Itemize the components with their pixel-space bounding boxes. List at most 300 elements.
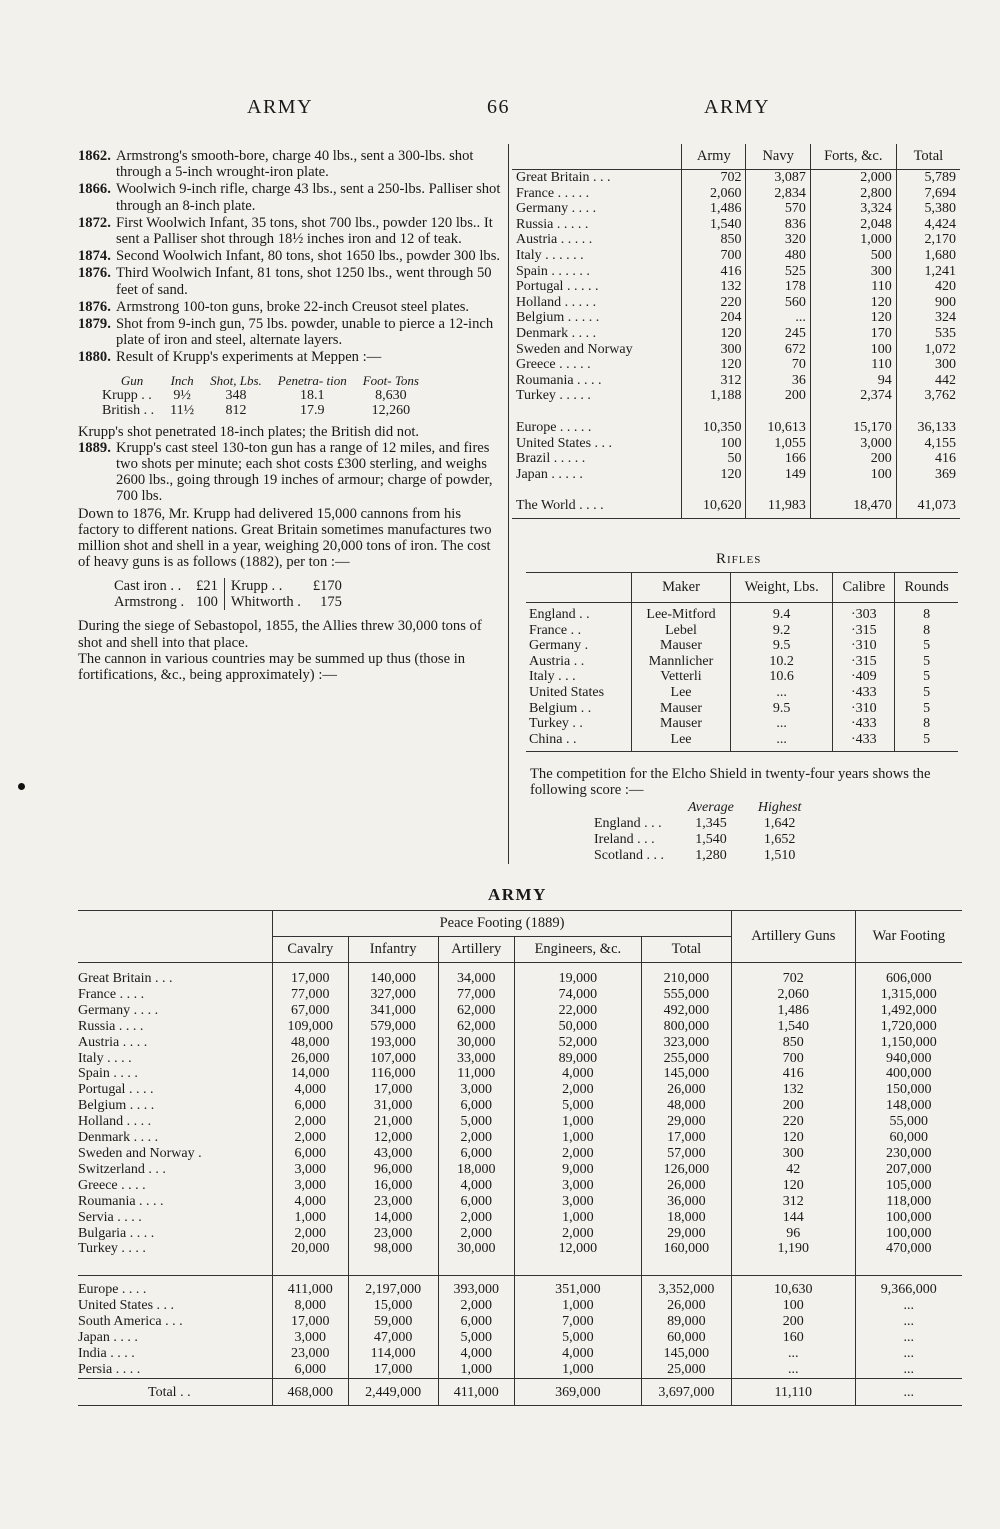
table-row [512, 201, 960, 217]
table-cell: 17,000 [641, 1130, 731, 1146]
table-cell: 200 [746, 388, 810, 404]
chronology-entry [78, 316, 503, 348]
table-cell: 3,000 [514, 1178, 641, 1194]
table-cell: 312 [731, 1194, 855, 1210]
table-cell: 5 [895, 669, 958, 685]
entry-year: 1889. [78, 439, 111, 456]
table-cell: 416 [896, 451, 960, 467]
table-cell: 6,000 [438, 1194, 514, 1210]
table-cell: 105,000 [855, 1178, 962, 1194]
table-cell: 606,000 [855, 971, 962, 987]
table-cell: 114,000 [348, 1346, 438, 1362]
col-header: Artillery [438, 937, 514, 963]
table-cell: 36,133 [896, 420, 960, 436]
table-row [78, 1146, 962, 1162]
table-cell: 100 [810, 467, 896, 483]
row-label: Switzerland . . . [78, 1161, 166, 1177]
row-label: Italy . . . . . . [516, 247, 584, 263]
table-cell: 8,000 [273, 1298, 349, 1314]
table-cell: 672 [746, 342, 810, 358]
table-row [526, 685, 958, 701]
table-cell: 4,155 [896, 436, 960, 452]
table-row [512, 264, 960, 280]
row-label: Turkey . . . . . [516, 388, 591, 404]
table-cell: 3,324 [810, 201, 896, 217]
table-cell: 1,652 [763, 832, 796, 847]
row-label: India . . . . [78, 1345, 135, 1361]
table-cell: ·303 [833, 603, 895, 623]
table-cell: 23,000 [273, 1346, 349, 1362]
spacer-cell [855, 1257, 962, 1276]
spacer-cell [682, 404, 746, 420]
table-cell: 1,055 [746, 436, 810, 452]
entry-text: Woolwich 9-inch rifle, charge 43 lbs., sent a 250-lbs. Palliser shot through an 8-inch plate. [116, 181, 501, 214]
table-cell: 2,060 [731, 987, 855, 1003]
table-cell: 149 [746, 467, 810, 483]
table-cell: 175 [320, 594, 342, 611]
table-cell: 2,170 [896, 232, 960, 248]
row-label: Roumania . . . . [78, 1193, 164, 1209]
table-cell: 850 [682, 232, 746, 248]
table-cell: ... [855, 1314, 962, 1330]
col-header: Infantry [348, 937, 438, 963]
spacer-cell [731, 963, 855, 972]
col-header: Total [896, 144, 960, 170]
table-cell: 2,374 [810, 388, 896, 404]
row-label: France . . . . [78, 986, 145, 1002]
elcho-table [594, 800, 813, 864]
table-cell: 1,540 [695, 832, 727, 847]
meppen-header: Penetra- tion [277, 372, 347, 388]
table-cell: 8 [895, 716, 958, 732]
spacer-cell [78, 1257, 273, 1276]
table-cell: 3,762 [896, 388, 960, 404]
table-cell: Armstrong . [114, 594, 185, 611]
table-cell: 5 [895, 701, 958, 717]
table-row [512, 279, 960, 295]
table-cell: 62,000 [438, 1003, 514, 1019]
table-cell: 416 [682, 264, 746, 280]
spacer-row [512, 482, 960, 498]
table-row [78, 1298, 962, 1314]
row-label: Austria . . [529, 653, 585, 669]
table-cell: 10,630 [731, 1282, 855, 1298]
spacer-cell [438, 1257, 514, 1276]
table-cell: 200 [731, 1314, 855, 1330]
table-cell: 12,000 [348, 1130, 438, 1146]
table-row [78, 1282, 962, 1298]
table-cell: 10,620 [682, 498, 746, 518]
spacer-cell [438, 963, 514, 972]
entry-year: 1880. [78, 349, 111, 366]
table-cell: 2,000 [273, 1114, 349, 1130]
table-cell: 836 [746, 217, 810, 233]
row-label: Japan . . . . [78, 1330, 138, 1346]
table-cell: 3,000 [273, 1162, 349, 1178]
table-row [78, 1051, 962, 1067]
table-cell: 11½ [170, 402, 195, 418]
meppen-header: Shot, Lbs. [210, 372, 262, 388]
table-cell: 255,000 [641, 1051, 731, 1067]
table-cell: ... [730, 732, 833, 752]
spacer-cell [810, 404, 896, 420]
spacer-cell [896, 404, 960, 420]
table-cell: 109,000 [273, 1019, 349, 1035]
table-cell: ... [855, 1362, 962, 1378]
table-row [526, 716, 958, 732]
sebastopol-paragraph: During the siege of Sebastopol, 1855, the Allies threw 30,000 tons of shot and shell into that place. [78, 618, 482, 651]
table-row [78, 1346, 962, 1362]
spacer-cell [514, 963, 641, 972]
spacer-cell [746, 482, 810, 498]
table-cell: 1,540 [682, 217, 746, 233]
row-label: United States . . . [516, 435, 613, 451]
blank-header [78, 911, 273, 963]
meppen-header: Foot- Tons [362, 372, 419, 388]
table-cell: 15,170 [810, 420, 896, 436]
col-header: Artillery Guns [731, 911, 855, 963]
col-header: Maker [632, 573, 731, 603]
table-row [512, 420, 960, 436]
table-cell: 9½ [173, 387, 191, 403]
page-number: 66 [487, 96, 510, 118]
table-cell: 26,000 [641, 1298, 731, 1314]
table-cell: ·409 [833, 669, 895, 685]
table-row [594, 848, 813, 864]
entry-year: 1874. [78, 248, 111, 265]
table-cell: 1,315,000 [855, 987, 962, 1003]
spacer-cell [641, 963, 731, 972]
table-cell: 5,000 [438, 1114, 514, 1130]
table-cell: 200 [731, 1098, 855, 1114]
table-cell: 17,000 [348, 1362, 438, 1378]
table-cell: 442 [896, 373, 960, 389]
entry-year: 1866. [78, 181, 111, 198]
table-cell: 5,000 [438, 1330, 514, 1346]
col-header: Average [688, 800, 734, 815]
table-cell: 18,000 [438, 1162, 514, 1178]
blank-header [526, 573, 632, 603]
spacer-cell [855, 963, 962, 972]
table-row [526, 732, 958, 752]
row-label: Roumania . . . . [516, 372, 602, 388]
col-header: Forts, &c. [810, 144, 896, 170]
table-cell: 178 [746, 279, 810, 295]
table-cell: 5,380 [896, 201, 960, 217]
table-cell: 2,800 [810, 186, 896, 202]
table-cell: 6,000 [438, 1098, 514, 1114]
row-label: Turkey . . . . [78, 1241, 146, 1257]
table-cell: 940,000 [855, 1051, 962, 1067]
row-label: Italy . . . [529, 669, 576, 685]
row-label: The World . . . . [512, 498, 682, 518]
table-cell: 220 [731, 1114, 855, 1130]
table-cell: 132 [731, 1082, 855, 1098]
table-cell: ·310 [833, 638, 895, 654]
table-cell: 560 [746, 295, 810, 311]
spacer-cell [641, 1257, 731, 1276]
table-cell: 7,000 [514, 1314, 641, 1330]
table-cell: 9.5 [730, 638, 833, 654]
table-cell: 1,000 [514, 1130, 641, 1146]
table-cell: 369,000 [514, 1378, 641, 1405]
table-cell: ·315 [833, 654, 895, 670]
peace-footing-header: Peace Footing (1889) [273, 911, 732, 937]
row-label: Greece . . . . [78, 1177, 146, 1193]
table-cell: 50,000 [514, 1019, 641, 1035]
table-cell: 2,000 [810, 170, 896, 186]
table-cell: ·433 [833, 732, 895, 752]
table-cell: 150,000 [855, 1082, 962, 1098]
table-cell: 204 [682, 310, 746, 326]
meppen-header: Gun [120, 372, 144, 388]
chronology-entry [78, 440, 503, 505]
table-cell: 120 [731, 1130, 855, 1146]
table-cell: 400,000 [855, 1066, 962, 1082]
row-label: Belgium . . . . . [516, 310, 600, 326]
row-label: United States . . . [78, 1298, 175, 1314]
table-cell: 17,000 [273, 971, 349, 987]
table-cell: 120 [731, 1178, 855, 1194]
entry-year: 1876. [78, 265, 111, 282]
table-cell: 8 [895, 623, 958, 639]
table-cell: 6,000 [438, 1146, 514, 1162]
table-cell: 67,000 [273, 1003, 349, 1019]
table-cell: £21 [196, 578, 218, 595]
col-header: Total [641, 937, 731, 963]
table-cell: 3,000 [438, 1082, 514, 1098]
table-row [526, 638, 958, 654]
table-cell: Mauser [632, 638, 731, 654]
table-cell: 100 [731, 1298, 855, 1314]
table-cell: 118,000 [855, 1194, 962, 1210]
table-cell: ... [855, 1378, 962, 1405]
row-label: Germany . . . . [78, 1002, 159, 1018]
table-cell: 140,000 [348, 971, 438, 987]
table-cell: 230,000 [855, 1146, 962, 1162]
table-cell: 33,000 [438, 1051, 514, 1067]
table-cell: Lee [632, 732, 731, 752]
table-cell: 1,000 [438, 1362, 514, 1378]
rifles-title: Rifles [716, 551, 762, 567]
table-row [526, 654, 958, 670]
table-cell: 100,000 [855, 1210, 962, 1226]
table-row [78, 1066, 962, 1082]
table-row [78, 987, 962, 1003]
table-cell: 555,000 [641, 987, 731, 1003]
table-cell: 60,000 [641, 1330, 731, 1346]
table-row [78, 1362, 962, 1378]
table-cell: 47,000 [348, 1330, 438, 1346]
table-cell: 480 [746, 248, 810, 264]
table-row [512, 467, 960, 483]
table-cell: 1,486 [682, 201, 746, 217]
table-cell: 5 [895, 732, 958, 752]
table-cell: 1,188 [682, 388, 746, 404]
table-cell: 3,000 [810, 436, 896, 452]
gun-cost-table [108, 578, 348, 610]
table-cell: 323,000 [641, 1035, 731, 1051]
table-cell: 18,000 [641, 1210, 731, 1226]
table-row [78, 1178, 962, 1194]
row-label: China . . [526, 732, 632, 752]
table-cell: ... [855, 1330, 962, 1346]
entry-year: 1876. [78, 298, 111, 315]
table-cell: 2,060 [682, 186, 746, 202]
table-cell: 42 [731, 1162, 855, 1178]
table-cell: 11,110 [731, 1378, 855, 1405]
table-cell: 34,000 [438, 971, 514, 987]
entry-text: Krupp's cast steel 130-ton gun has a range of 12 miles, and fires two shots per minute; each shot costs £300 sterling, and weighs 2600 lbs., going through 19 inches of armour; charge of powder, 700 lbs. [116, 439, 493, 505]
table-cell: 52,000 [514, 1035, 641, 1051]
entry-text: Result of Krupp's experiments at Meppen :— [116, 349, 382, 366]
table-cell: 2,000 [438, 1130, 514, 1146]
table-cell: 21,000 [348, 1114, 438, 1130]
table-cell: 312 [682, 373, 746, 389]
table-cell: 1,190 [731, 1241, 855, 1257]
krupp-paragraph: Down to 1876, Mr. Krupp had delivered 15,000 cannons from his factory to different nations. Great Britain sometimes manufactures two million shot and shell in a year, weighing 20,000 tons of iron. The cost of heavy guns is as follows (1882), per ton :— [78, 505, 492, 571]
table-row [512, 342, 960, 358]
table-cell: 300 [896, 357, 960, 373]
col-header: Weight, Lbs. [730, 573, 833, 603]
col-header: Rounds [895, 573, 958, 603]
table-cell: 812 [225, 402, 247, 418]
table-cell: 166 [746, 451, 810, 467]
row-label: Italy . . . . [78, 1050, 132, 1066]
chronology-entry [78, 248, 503, 264]
row-label: Spain . . . . . . [516, 263, 590, 279]
table-cell: 15,000 [348, 1298, 438, 1314]
table-cell: 120 [682, 326, 746, 342]
col-header: Highest [757, 800, 802, 815]
table-cell: 492,000 [641, 1003, 731, 1019]
chronology-entry [78, 349, 503, 365]
table-cell: Vetterli [632, 669, 731, 685]
table-cell: 25,000 [641, 1362, 731, 1378]
table-row [594, 816, 813, 832]
row-label: Holland . . . . [78, 1114, 152, 1130]
table-cell: 10,613 [746, 420, 810, 436]
table-cell: 120 [682, 357, 746, 373]
row-label: Sweden and Norway [516, 341, 633, 357]
table-cell: 1,680 [896, 248, 960, 264]
row-label: Brazil . . . . . [516, 451, 586, 467]
table-cell: ·315 [833, 623, 895, 639]
table-row [512, 170, 960, 186]
rifles-table [526, 572, 958, 752]
table-cell: 3,000 [273, 1178, 349, 1194]
spacer-row [78, 1257, 962, 1276]
table-cell: 74,000 [514, 987, 641, 1003]
table-cell: 8 [895, 603, 958, 623]
table-cell: 100 [810, 342, 896, 358]
table-cell: 200 [810, 451, 896, 467]
table-cell: 120 [810, 310, 896, 326]
table-cell: 351,000 [514, 1282, 641, 1298]
table-row [526, 623, 958, 639]
table-cell: 4,000 [273, 1082, 349, 1098]
table-cell: 7,694 [896, 186, 960, 202]
col-header: Engineers, &c. [514, 937, 641, 963]
chronology-entry [78, 181, 503, 213]
spacer-cell [348, 963, 438, 972]
row-label: France . . [529, 622, 582, 638]
cannon-table [512, 144, 960, 519]
table-cell: 4,000 [438, 1178, 514, 1194]
table-cell: 1,345 [695, 816, 727, 831]
elcho-section [530, 766, 960, 864]
row-label: Germany . . . . [516, 201, 597, 217]
table-cell: 193,000 [348, 1035, 438, 1051]
table-row [78, 1194, 962, 1210]
table-cell: 29,000 [641, 1114, 731, 1130]
table-cell: 126,000 [641, 1162, 731, 1178]
chronology-entry [78, 148, 503, 180]
table-cell: 48,000 [273, 1035, 349, 1051]
chronology-entry [78, 215, 503, 247]
table-cell: 2,197,000 [348, 1282, 438, 1298]
table-cell: 700 [731, 1051, 855, 1067]
army-table [78, 910, 962, 1406]
table-cell: ... [855, 1298, 962, 1314]
row-label: Ireland . . . [594, 832, 655, 847]
table-cell: 300 [810, 264, 896, 280]
table-cell: Whitworth . [224, 594, 307, 610]
table-cell: 11,000 [438, 1066, 514, 1082]
table-cell: 5,789 [896, 170, 960, 186]
table-row [78, 1314, 962, 1330]
table-cell: ... [730, 685, 833, 701]
table-cell: 3,000 [273, 1330, 349, 1346]
table-cell: 210,000 [641, 971, 731, 987]
table-cell: 220 [682, 295, 746, 311]
table-cell: 26,000 [273, 1051, 349, 1067]
table-cell: 145,000 [641, 1066, 731, 1082]
table-cell: ... [731, 1362, 855, 1378]
table-row [512, 436, 960, 452]
table-cell: 2,000 [514, 1082, 641, 1098]
table-cell: 23,000 [348, 1226, 438, 1242]
table-cell: 20,000 [273, 1241, 349, 1257]
table-cell: 9.5 [730, 701, 833, 717]
row-label: Denmark . . . . [516, 325, 597, 341]
table-cell: 3,352,000 [641, 1282, 731, 1298]
table-cell: ·433 [833, 685, 895, 701]
table-cell: 393,000 [438, 1282, 514, 1298]
table-cell: 59,000 [348, 1314, 438, 1330]
table-row [102, 388, 427, 403]
table-cell: 800,000 [641, 1019, 731, 1035]
row-label: Belgium . . [529, 700, 592, 716]
row-label: Denmark . . . . [78, 1130, 159, 1146]
table-row [78, 1162, 962, 1178]
table-cell: 18.1 [300, 387, 325, 403]
table-row [512, 326, 960, 342]
table-cell: Krupp . . [102, 387, 152, 403]
table-cell: 89,000 [514, 1051, 641, 1067]
row-label: Austria . . . . . [516, 232, 593, 248]
table-cell: Lee [632, 685, 731, 701]
table-cell: 36 [746, 373, 810, 389]
entry-text: Shot from 9-inch gun, 75 lbs. powder, unable to pierce a 12-inch plate of iron and steel, alternate layers. [116, 316, 494, 349]
table-cell: 4,424 [896, 217, 960, 233]
table-cell: 60,000 [855, 1130, 962, 1146]
table-cell: Mauser [632, 701, 731, 717]
meppen-note: Krupp's shot penetrated 18-inch plates; the British did not. [78, 423, 420, 440]
table-cell: 77,000 [438, 987, 514, 1003]
table-row [512, 451, 960, 467]
table-row [78, 1019, 962, 1035]
